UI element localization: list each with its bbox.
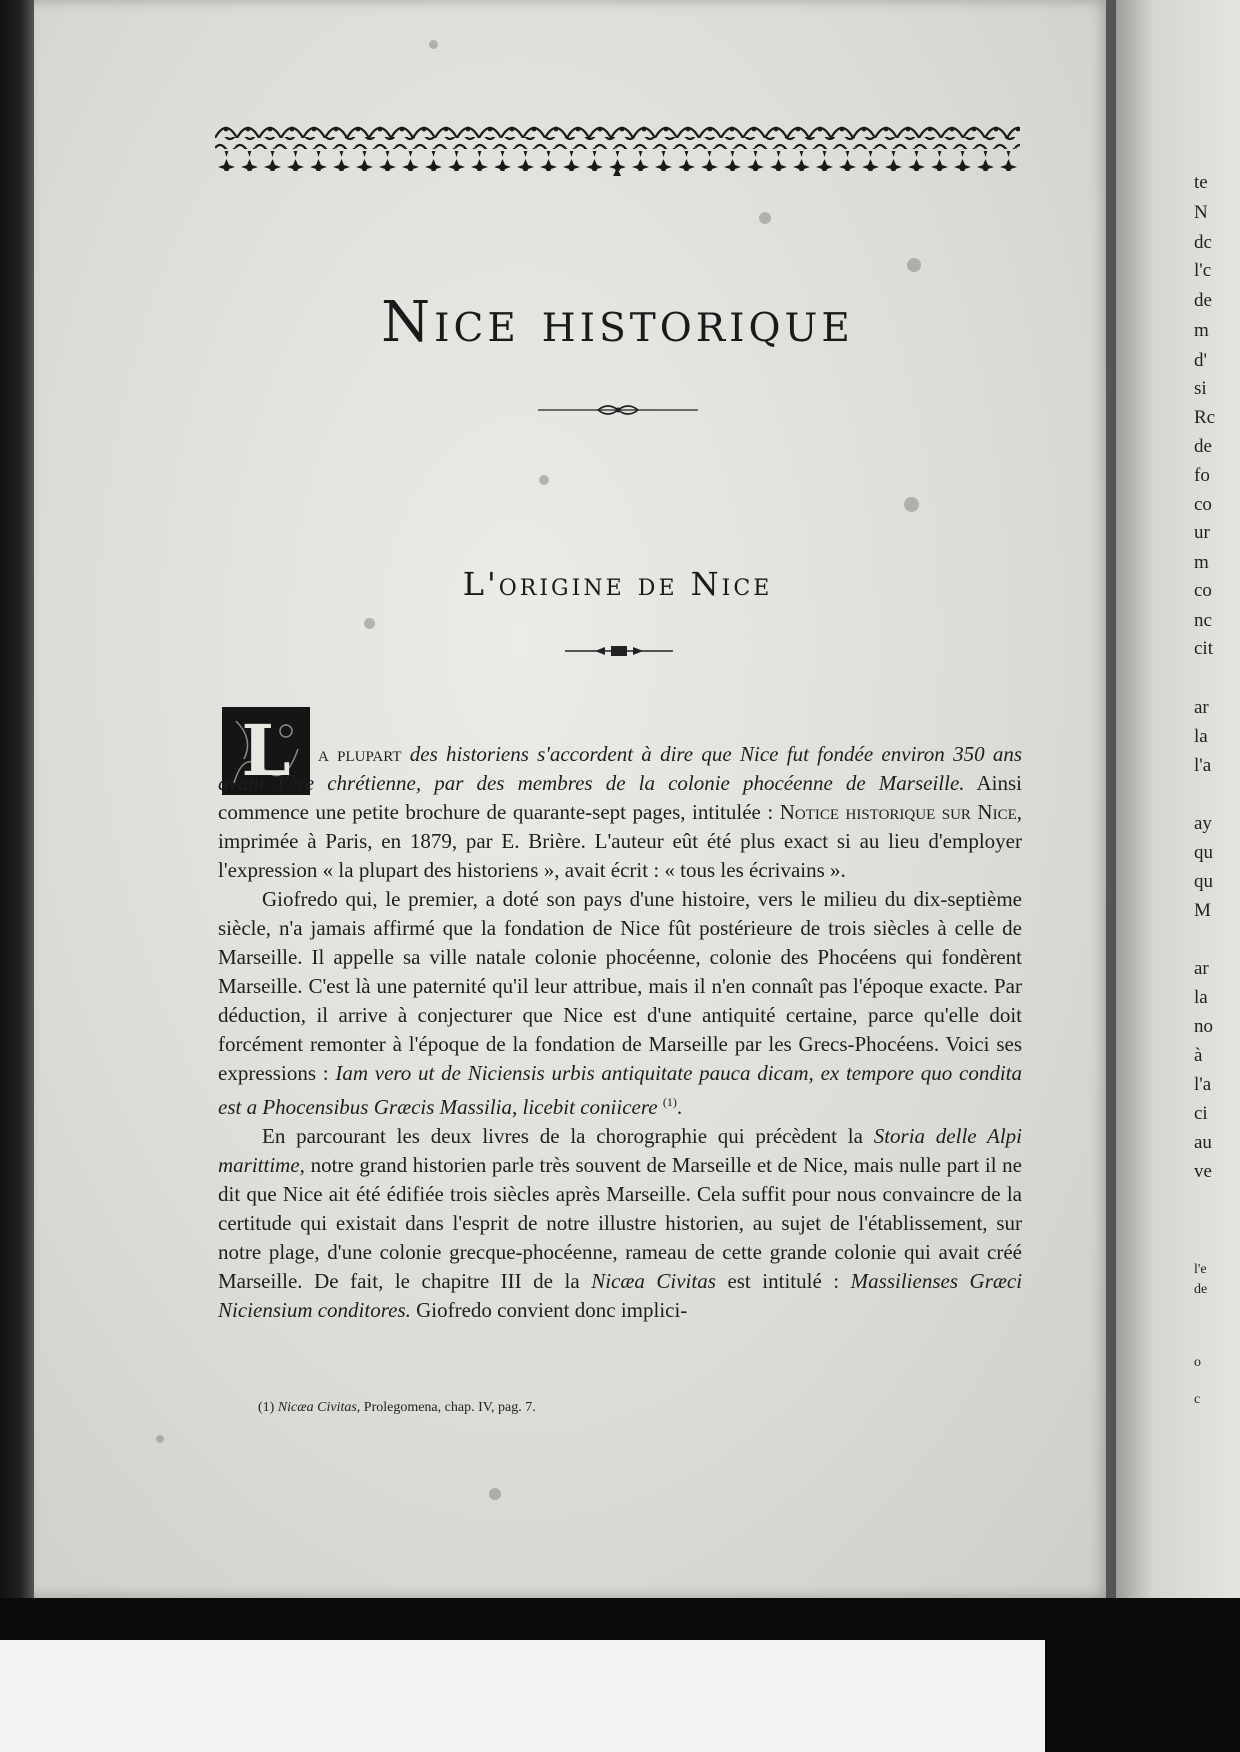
brochure-title: Notice historique sur Nice: [779, 800, 1017, 824]
paper-speck: [156, 1435, 164, 1443]
fragment-word: c: [1194, 1392, 1201, 1407]
page-title: Nice historique: [381, 290, 854, 355]
dropcap-letter: L: [241, 709, 291, 792]
paper-speck: [904, 497, 919, 512]
fragment-word: fo: [1194, 465, 1210, 486]
fragment-word: nc: [1194, 610, 1212, 631]
chapter-heading: L'origine de Nice: [462, 565, 773, 603]
fragment-word: M: [1194, 900, 1211, 921]
fragment-word: ve: [1194, 1161, 1212, 1182]
paragraph: [218, 1122, 1022, 1325]
paragraph-text: Giofredo qui, le premier, a doté son pays d'une histoire, vers le milieu du dix-septième siècle, n'a jamais affirmé que la fondation de Nice fût postérieure de trois siècles à celle de Marseille. Il appelle sa ville natale colonie phocéenne, colonie des Phocéens qui fondèrent Marseille. C'est là une paternité qu'il leur attribue, mais il n'en connaît pas l'époque exacte. Par déduction, il arrive à conjecturer que Nice est d'une antiquité certaine, parce qu'elle doit forcément remonter à l'époque de la fondation de Marseille par les Grecs-Phocéens. Voici ses expressions :: [218, 887, 1022, 1085]
fragment-word: la: [1194, 726, 1208, 747]
footnote-reference-text: Prolegomena, chap. IV, pag. 7.: [363, 1400, 536, 1415]
fragment-word: au: [1194, 1132, 1212, 1153]
fragment-word: ar: [1194, 697, 1209, 718]
binding-edge: [0, 0, 34, 1630]
fragment-word: de: [1194, 436, 1212, 457]
paragraph-text: Giofredo convient donc implici-: [416, 1298, 688, 1322]
page-gutter: [1106, 0, 1116, 1598]
latin-quote: Iam vero ut de Niciensis urbis antiquitate pauca dicam, ex tempore quo condita est a Phocensibus Græcis Massilia, licebit coniicere: [218, 1061, 1022, 1119]
footnote-number: (1): [258, 1400, 275, 1415]
fragment-word: l'e: [1194, 1262, 1207, 1277]
scan-bottom-paper: [0, 1640, 1045, 1752]
paper-speck: [759, 212, 771, 224]
fragment-word: ci: [1194, 1103, 1208, 1124]
footnote: [258, 1400, 958, 1416]
fragment-word: ay: [1194, 813, 1212, 834]
paper-speck: [907, 258, 921, 272]
scan-bottom-corner: [1045, 1640, 1240, 1752]
paragraph-text: notre grand historien parle très souvent de Marseille et de Nice, mais nulle part il ne dit que Nice ait été édifiée trois siècles après Marseille. Cela suffit pour nous convaincre de la certitude qui existait dans l'esprit de notre illustre historien, au sujet de l'établissement, sur notre plage, d'une colonie grecque-phocéenne, rameau de cette grande colonie qui avait créé Marseille. De fait, le chapitre III de la: [218, 1153, 1022, 1293]
fragment-word: l'a: [1194, 755, 1212, 776]
paragraph: [218, 740, 1022, 885]
paper-speck: [429, 40, 438, 49]
fragment-word: d': [1194, 350, 1207, 371]
adjacent-page-fragment: [1116, 0, 1240, 1598]
lead-small-caps: a plupart: [318, 742, 402, 766]
fragment-word: m: [1194, 320, 1209, 341]
scan-bottom-band: [0, 1598, 1240, 1640]
fragment-word: qu: [1194, 871, 1213, 892]
paragraph-text: En parcourant les deux livres de la chorographie qui précèdent la: [262, 1124, 863, 1148]
paper-speck: [539, 475, 549, 485]
paper-speck: [364, 618, 375, 629]
paragraph-text: Ainsi commence une petite brochure de quarante-sept pages, intitulée :: [218, 771, 1022, 824]
work-title: Storia delle Alpi marittime,: [218, 1124, 1022, 1177]
heading-divider-rule: [565, 642, 673, 660]
fragment-word: ar: [1194, 958, 1209, 979]
fragment-word: la: [1194, 987, 1208, 1008]
fragment-word: ur: [1194, 522, 1210, 543]
paper-speck: [489, 1488, 501, 1500]
fragment-word: qu: [1194, 842, 1213, 863]
paragraph-text: est intitulé :: [727, 1269, 840, 1293]
paragraph: [218, 885, 1022, 1122]
fragment-word: Rc: [1194, 407, 1216, 428]
fragment-word: co: [1194, 494, 1212, 515]
work-title: Nicæa Civitas: [591, 1269, 716, 1293]
chapter-title: Massilienses Græci Niciensium conditores.: [218, 1269, 1023, 1322]
fragment-word: cit: [1194, 638, 1213, 659]
paragraph-text: , imprimée à Paris, en 1879, par E. Brière. L'auteur eût été plus exact si au lieu d'employer l'expression « la plupart des historiens », avait écrit : « tous les écrivains ».: [218, 800, 1022, 882]
fragment-word: l'c: [1194, 260, 1212, 281]
fragment-word: à: [1194, 1045, 1203, 1066]
fragment-word: de: [1194, 1282, 1208, 1297]
fragment-word: l'a: [1194, 1074, 1212, 1095]
footnote-reference: (1): [662, 1095, 677, 1109]
ornamental-header-band: [215, 118, 1020, 178]
lead-italic-quote: des historiens s'accordent à dire que Nice fut fondée environ 350 ans avant l'ère chrétienne, par des membres de la colonie phocéenne de Marseille.: [218, 742, 1023, 795]
fragment-word: te: [1194, 172, 1208, 193]
article-body: [218, 740, 1022, 1325]
fragment-word: no: [1194, 1016, 1213, 1037]
fragment-word: de: [1194, 290, 1212, 311]
paragraph-text: .: [676, 1095, 683, 1119]
fragment-word: N: [1194, 202, 1208, 223]
fragment-word: m: [1194, 552, 1209, 573]
fragment-word: co: [1194, 580, 1212, 601]
fragment-word: si: [1194, 378, 1207, 399]
fragment-word: o: [1194, 1355, 1201, 1370]
fragment-word: dc: [1194, 232, 1212, 253]
footnote-work-title: Nicæa Civitas,: [277, 1400, 361, 1415]
title-divider-rule: [538, 400, 698, 420]
